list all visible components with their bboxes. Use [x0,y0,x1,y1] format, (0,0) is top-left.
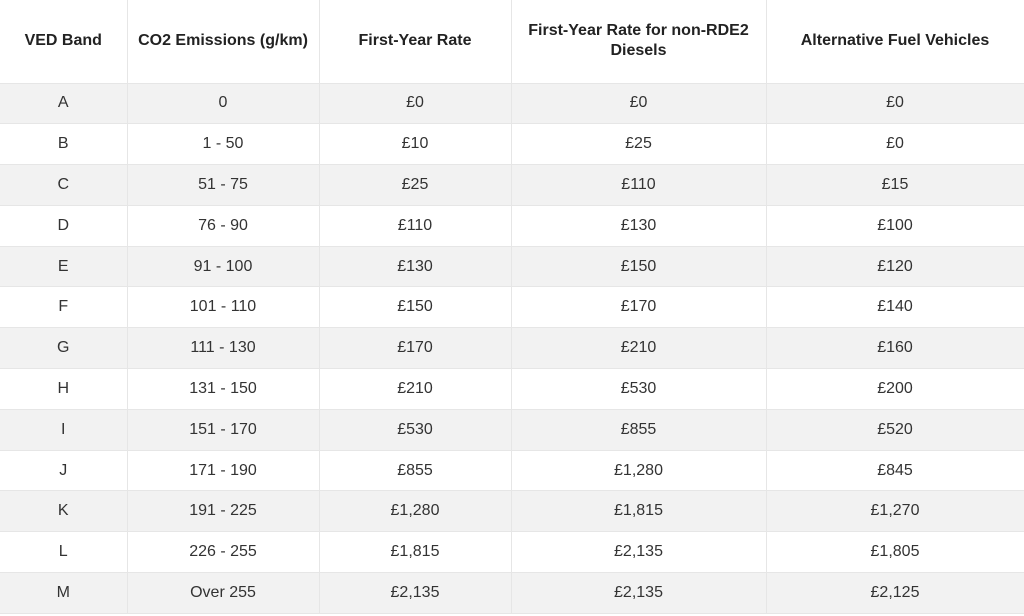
header-co2-emissions: CO2 Emissions (g/km) [127,0,319,83]
co2-cell: 171 - 190 [127,450,319,491]
non-rde2-rate-cell: £1,280 [511,450,766,491]
non-rde2-rate-cell: £110 [511,165,766,206]
co2-cell: 111 - 130 [127,328,319,369]
non-rde2-rate-cell: £855 [511,409,766,450]
table-row [0,409,1024,450]
first-year-rate-cell: £110 [319,205,511,246]
non-rde2-rate-cell: £0 [511,83,766,124]
table-row [0,287,1024,328]
non-rde2-rate-cell: £2,135 [511,532,766,573]
table-body [0,83,1024,613]
co2-cell: 91 - 100 [127,246,319,287]
alt-fuel-rate-cell: £0 [766,124,1024,165]
co2-cell: 226 - 255 [127,532,319,573]
non-rde2-rate-cell: £150 [511,246,766,287]
table-header [0,0,1024,83]
band-cell: E [0,246,127,287]
co2-cell: 151 - 170 [127,409,319,450]
co2-cell: 191 - 225 [127,491,319,532]
table-row [0,246,1024,287]
band-cell: K [0,491,127,532]
alt-fuel-rate-cell: £100 [766,205,1024,246]
table-row [0,124,1024,165]
co2-cell: 76 - 90 [127,205,319,246]
alt-fuel-rate-cell: £2,125 [766,573,1024,614]
alt-fuel-rate-cell: £200 [766,369,1024,410]
non-rde2-rate-cell: £2,135 [511,573,766,614]
header-alternative-fuel: Alternative Fuel Vehicles [766,0,1024,83]
band-cell: H [0,369,127,410]
band-cell: A [0,83,127,124]
table-row [0,369,1024,410]
alt-fuel-rate-cell: £140 [766,287,1024,328]
table-row [0,450,1024,491]
first-year-rate-cell: £855 [319,450,511,491]
first-year-rate-cell: £150 [319,287,511,328]
first-year-rate-cell: £530 [319,409,511,450]
band-cell: M [0,573,127,614]
band-cell: G [0,328,127,369]
first-year-rate-cell: £130 [319,246,511,287]
non-rde2-rate-cell: £25 [511,124,766,165]
first-year-rate-cell: £210 [319,369,511,410]
band-cell: F [0,287,127,328]
co2-cell: 101 - 110 [127,287,319,328]
first-year-rate-cell: £10 [319,124,511,165]
table-row [0,491,1024,532]
table-row [0,165,1024,206]
co2-cell: 0 [127,83,319,124]
non-rde2-rate-cell: £1,815 [511,491,766,532]
header-first-year-rate: First-Year Rate [319,0,511,83]
alt-fuel-rate-cell: £1,270 [766,491,1024,532]
table-row [0,83,1024,124]
first-year-rate-cell: £0 [319,83,511,124]
first-year-rate-cell: £170 [319,328,511,369]
table-row [0,328,1024,369]
band-cell: J [0,450,127,491]
non-rde2-rate-cell: £210 [511,328,766,369]
table-row [0,573,1024,614]
first-year-rate-cell: £25 [319,165,511,206]
alt-fuel-rate-cell: £520 [766,409,1024,450]
co2-cell: 131 - 150 [127,369,319,410]
co2-cell: 1 - 50 [127,124,319,165]
co2-cell: 51 - 75 [127,165,319,206]
first-year-rate-cell: £2,135 [319,573,511,614]
non-rde2-rate-cell: £530 [511,369,766,410]
band-cell: L [0,532,127,573]
alt-fuel-rate-cell: £845 [766,450,1024,491]
non-rde2-rate-cell: £130 [511,205,766,246]
band-cell: C [0,165,127,206]
band-cell: D [0,205,127,246]
band-cell: I [0,409,127,450]
alt-fuel-rate-cell: £0 [766,83,1024,124]
alt-fuel-rate-cell: £1,805 [766,532,1024,573]
header-row [0,0,1024,83]
non-rde2-rate-cell: £170 [511,287,766,328]
first-year-rate-cell: £1,815 [319,532,511,573]
band-cell: B [0,124,127,165]
co2-cell: Over 255 [127,573,319,614]
table-row [0,205,1024,246]
table-row [0,532,1024,573]
alt-fuel-rate-cell: £120 [766,246,1024,287]
header-ved-band: VED Band [0,0,127,83]
alt-fuel-rate-cell: £160 [766,328,1024,369]
first-year-rate-cell: £1,280 [319,491,511,532]
alt-fuel-rate-cell: £15 [766,165,1024,206]
header-non-rde2-diesel-rate: First-Year Rate for non-RDE2 Diesels [511,0,766,83]
